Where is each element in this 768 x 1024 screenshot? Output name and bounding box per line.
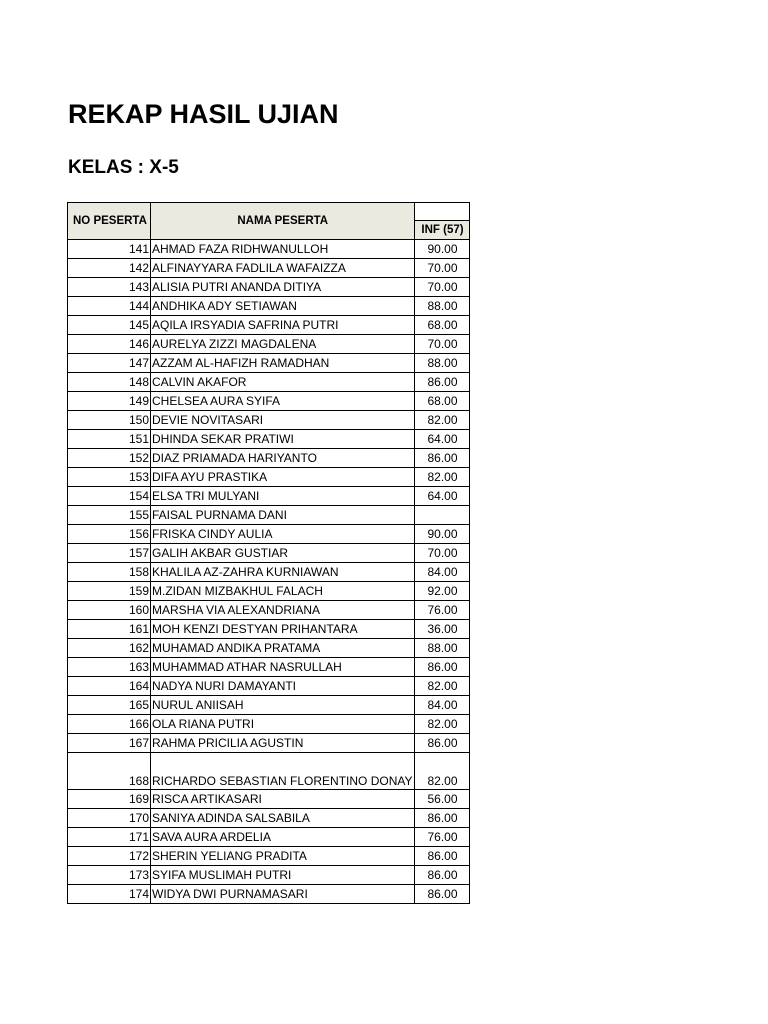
score-cell: 68.00: [415, 392, 470, 411]
score-cell: 86.00: [415, 373, 470, 392]
score-cell: 86.00: [415, 866, 470, 885]
participant-name-cell: MUHAMMAD ATHAR NASRULLAH: [151, 658, 415, 677]
participant-number-cell: 149: [68, 392, 151, 411]
class-label: KELAS : X-5: [68, 157, 179, 178]
participant-number-cell: 161: [68, 620, 151, 639]
participant-name-cell: ALISIA PUTRI ANANDA DITIYA: [151, 278, 415, 297]
table-row: [68, 392, 470, 411]
table-row: [68, 885, 470, 904]
participant-number-cell: 151: [68, 430, 151, 449]
table-row: [68, 468, 470, 487]
participant-name-cell: AURELYA ZIZZI MAGDALENA: [151, 335, 415, 354]
score-cell: 82.00: [415, 468, 470, 487]
table-row: [68, 487, 470, 506]
participant-name-cell: AHMAD FAZA RIDHWANULLOH: [151, 240, 415, 259]
participant-name-cell: SANIYA ADINDA SALSABILA: [151, 809, 415, 828]
participant-number-cell: 168: [68, 753, 151, 790]
participant-number-cell: 142: [68, 259, 151, 278]
table-row: [68, 411, 470, 430]
participant-number-cell: 167: [68, 734, 151, 753]
score-cell: 88.00: [415, 297, 470, 316]
table-row: [68, 297, 470, 316]
table-row: [68, 506, 470, 525]
table-row: [68, 278, 470, 297]
participant-name-cell: DHINDA SEKAR PRATIWI: [151, 430, 415, 449]
table-header-row: [68, 203, 470, 240]
participant-number-cell: 165: [68, 696, 151, 715]
score-cell: 82.00: [415, 677, 470, 696]
participant-number-cell: 159: [68, 582, 151, 601]
participant-number-cell: 158: [68, 563, 151, 582]
participant-name-cell: FRISKA CINDY AULIA: [151, 525, 415, 544]
score-cell: 82.00: [415, 715, 470, 734]
participant-number-cell: 166: [68, 715, 151, 734]
score-cell: 86.00: [415, 734, 470, 753]
participant-name-cell: SYIFA MUSLIMAH PUTRI: [151, 866, 415, 885]
score-cell: 64.00: [415, 487, 470, 506]
table-row: [68, 449, 470, 468]
table-row: [68, 734, 470, 753]
participant-name-cell: ALFINAYYARA FADLILA WAFAIZZA: [151, 259, 415, 278]
participant-number-cell: 169: [68, 790, 151, 809]
column-header-name: NAMA PESERTA: [151, 203, 415, 240]
participant-number-cell: 164: [68, 677, 151, 696]
table-row: [68, 847, 470, 866]
participant-name-cell: SAVA AURA ARDELIA: [151, 828, 415, 847]
participant-name-cell: ANDHIKA ADY SETIAWAN: [151, 297, 415, 316]
page-title: REKAP HASIL UJIAN: [68, 99, 339, 129]
score-cell: 70.00: [415, 259, 470, 278]
score-cell: 92.00: [415, 582, 470, 601]
table-row: [68, 790, 470, 809]
column-header-score-label: INF (57): [415, 220, 469, 239]
table-row: [68, 525, 470, 544]
table-body: [68, 240, 470, 904]
table-row: [68, 753, 470, 790]
score-cell: 86.00: [415, 885, 470, 904]
score-cell: 70.00: [415, 335, 470, 354]
score-cell: 64.00: [415, 430, 470, 449]
table-row: [68, 715, 470, 734]
table-row: [68, 582, 470, 601]
participant-number-cell: 141: [68, 240, 151, 259]
table-row: [68, 373, 470, 392]
table-row: [68, 809, 470, 828]
score-cell: 36.00: [415, 620, 470, 639]
participant-name-cell: MOH KENZI DESTYAN PRIHANTARA: [151, 620, 415, 639]
participant-name-cell: DIFA AYU PRASTIKA: [151, 468, 415, 487]
participant-name-cell: AZZAM AL-HAFIZH RAMADHAN: [151, 354, 415, 373]
participant-number-cell: 160: [68, 601, 151, 620]
table-row: [68, 240, 470, 259]
table-row: [68, 828, 470, 847]
participant-name-cell: RISCA ARTIKASARI: [151, 790, 415, 809]
score-cell: 86.00: [415, 809, 470, 828]
score-cell: 88.00: [415, 354, 470, 373]
table-row: [68, 563, 470, 582]
participant-number-cell: 163: [68, 658, 151, 677]
table-row: [68, 658, 470, 677]
score-cell: 56.00: [415, 790, 470, 809]
table-row: [68, 866, 470, 885]
participant-number-cell: 146: [68, 335, 151, 354]
participant-name-cell: OLA RIANA PUTRI: [151, 715, 415, 734]
participant-name-cell: AQILA IRSYADIA SAFRINA PUTRI: [151, 316, 415, 335]
participant-number-cell: 156: [68, 525, 151, 544]
participant-number-cell: 174: [68, 885, 151, 904]
table-row: [68, 316, 470, 335]
score-cell: [415, 506, 470, 525]
participant-name-cell: MUHAMAD ANDIKA PRATAMA: [151, 639, 415, 658]
participant-number-cell: 150: [68, 411, 151, 430]
participant-name-cell: DEVIE NOVITASARI: [151, 411, 415, 430]
table-row: [68, 601, 470, 620]
table-row: [68, 696, 470, 715]
participant-name-cell: GALIH AKBAR GUSTIAR: [151, 544, 415, 563]
participant-number-cell: 170: [68, 809, 151, 828]
table-row: [68, 639, 470, 658]
score-cell: 70.00: [415, 278, 470, 297]
participant-name-cell: RICHARDO SEBASTIAN FLORENTINO DONAY: [151, 753, 415, 790]
column-header-score: [415, 203, 470, 240]
participant-number-cell: 173: [68, 866, 151, 885]
score-cell: 88.00: [415, 639, 470, 658]
participant-name-cell: MARSHA VIA ALEXANDRIANA: [151, 601, 415, 620]
participant-name-cell: RAHMA PRICILIA AGUSTIN: [151, 734, 415, 753]
participant-name-cell: SHERIN YELIANG PRADITA: [151, 847, 415, 866]
table-row: [68, 677, 470, 696]
score-cell: 84.00: [415, 563, 470, 582]
participant-number-cell: 147: [68, 354, 151, 373]
table-row: [68, 430, 470, 449]
participant-name-cell: WIDYA DWI PURNAMASARI: [151, 885, 415, 904]
participant-number-cell: 154: [68, 487, 151, 506]
participant-name-cell: NURUL ANIISAH: [151, 696, 415, 715]
score-cell: 82.00: [415, 753, 470, 790]
score-cell: 84.00: [415, 696, 470, 715]
column-header-no: NO PESERTA: [68, 203, 151, 240]
participant-name-cell: DIAZ PRIAMADA HARIYANTO: [151, 449, 415, 468]
participant-number-cell: 172: [68, 847, 151, 866]
results-table: [67, 202, 470, 904]
participant-number-cell: 153: [68, 468, 151, 487]
participant-number-cell: 144: [68, 297, 151, 316]
participant-number-cell: 155: [68, 506, 151, 525]
score-cell: 86.00: [415, 658, 470, 677]
score-cell: 86.00: [415, 847, 470, 866]
table-row: [68, 259, 470, 278]
participant-name-cell: M.ZIDAN MIZBAKHUL FALACH: [151, 582, 415, 601]
score-cell: 68.00: [415, 316, 470, 335]
participant-number-cell: 162: [68, 639, 151, 658]
participant-name-cell: ELSA TRI MULYANI: [151, 487, 415, 506]
table-row: [68, 544, 470, 563]
score-cell: 70.00: [415, 544, 470, 563]
participant-name-cell: CALVIN AKAFOR: [151, 373, 415, 392]
score-cell: 90.00: [415, 240, 470, 259]
participant-name-cell: FAISAL PURNAMA DANI: [151, 506, 415, 525]
participant-number-cell: 145: [68, 316, 151, 335]
participant-name-cell: KHALILA AZ-ZAHRA KURNIAWAN: [151, 563, 415, 582]
table-row: [68, 620, 470, 639]
participant-name-cell: CHELSEA AURA SYIFA: [151, 392, 415, 411]
table-row: [68, 335, 470, 354]
participant-number-cell: 171: [68, 828, 151, 847]
score-cell: 86.00: [415, 449, 470, 468]
participant-number-cell: 148: [68, 373, 151, 392]
participant-number-cell: 143: [68, 278, 151, 297]
score-cell: 90.00: [415, 525, 470, 544]
participant-number-cell: 152: [68, 449, 151, 468]
score-cell: 76.00: [415, 601, 470, 620]
score-cell: 82.00: [415, 411, 470, 430]
participant-number-cell: 157: [68, 544, 151, 563]
table-row: [68, 354, 470, 373]
score-cell: 76.00: [415, 828, 470, 847]
participant-name-cell: NADYA NURI DAMAYANTI: [151, 677, 415, 696]
